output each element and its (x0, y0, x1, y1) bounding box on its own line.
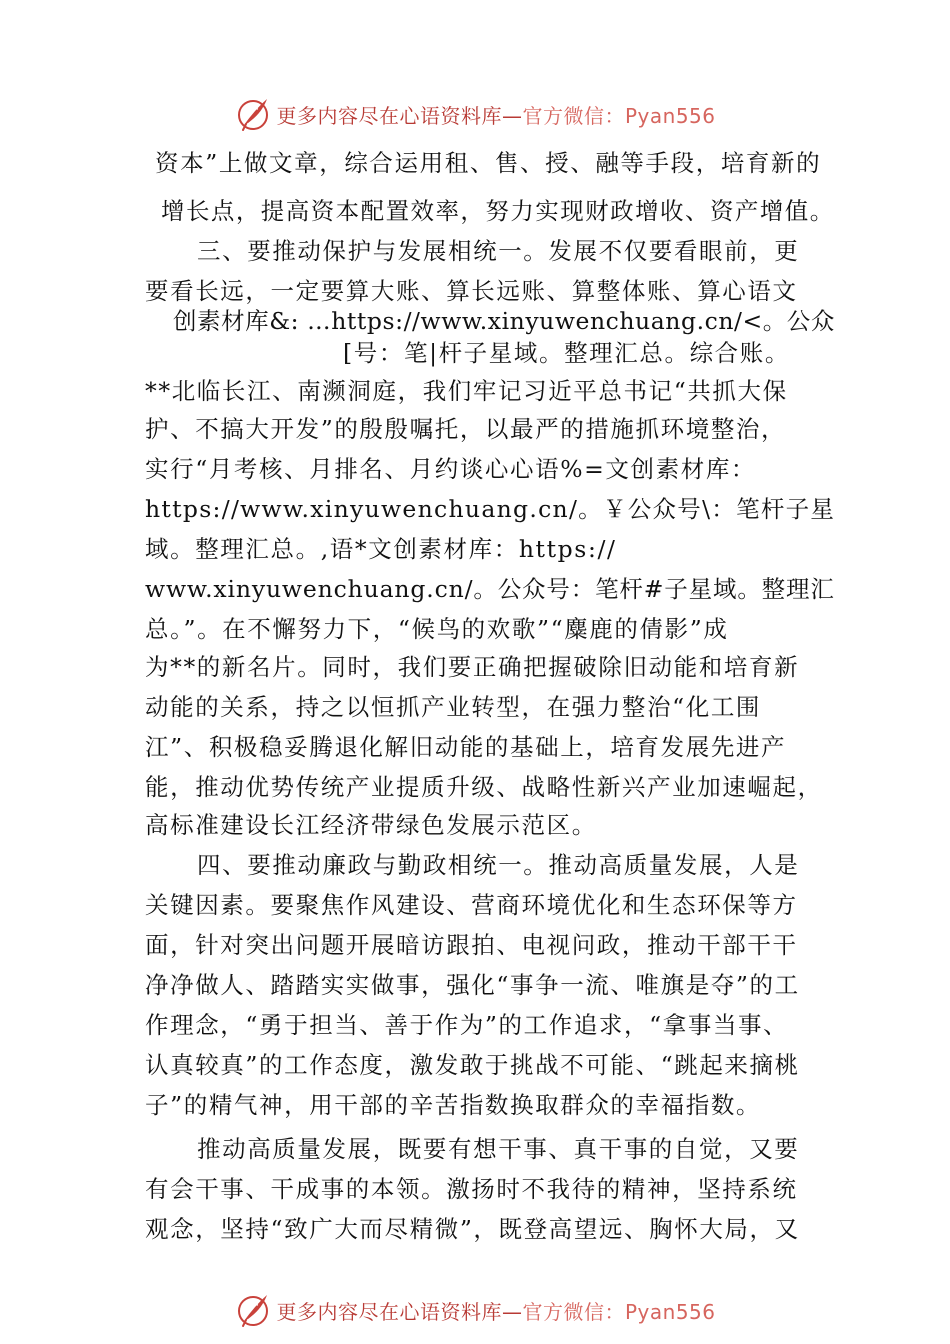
text-line: 高标准建设长江经济带绿色发展示范区。 (145, 811, 597, 839)
text-line: 动能的关系，持之以恒抓产业转型，在强力整治“化工围 (145, 693, 762, 721)
quill-logo-icon (234, 1291, 272, 1329)
wechat-id: Pyan556 (624, 1299, 716, 1324)
footer-text (276, 1296, 715, 1325)
text-line: 净净做人、踏踏实实做事，强化“事争一流、唯旗是夺”的工 (145, 971, 800, 999)
text-line: 三、要推动保护与发展相统一。发展不仅要看眼前，更 (197, 237, 800, 265)
text-line: 资本”上做文章，综合运用租、售、授、融等手段，培育新的 (155, 149, 822, 177)
footer-banner (0, 1290, 950, 1330)
header-text (276, 100, 715, 129)
text-line: 实行“月考核、月排名、月约谈心心语%=文创素材库： (145, 455, 757, 483)
wechat-label: 官方微信： (522, 103, 625, 128)
text-line: 江”、积极稳妥腾退化解旧动能的基础上，培育发展先进产 (145, 733, 787, 761)
text-line: [号：笔|杆子星域。整理汇总。综合账。 (343, 339, 790, 367)
text-line: 能，推动优势传统产业提质升级、战略性新兴产业加速崛起， (145, 773, 823, 801)
text-line: 观念，坚持“致广大而尽精微”，既登高望远、胸怀大局，又 (145, 1215, 800, 1243)
separator: — (501, 103, 523, 128)
text-line: **北临长江、南濒洞庭，我们牢记习近平总书记“共抓大保 (145, 377, 788, 405)
wechat-id: Pyan556 (624, 103, 716, 128)
text-line: 四、要推动廉政与勤政相统一。推动高质量发展，人是 (197, 851, 800, 879)
text-line: 认真较真”的工作态度，激发敢于挑战不可能、“跳起来摘桃 (145, 1051, 800, 1079)
quill-logo-icon (234, 95, 272, 133)
text-line: 关键因素。要聚焦作风建设、营商环境优化和生态环保等方 (145, 891, 798, 919)
text-line: 面，针对突出问题开展暗访跟拍、电视问政，推动干部干干 (145, 931, 798, 959)
header-banner (0, 94, 950, 134)
text-line: 要看长远，一定要算大账、算长远账、算整体账、算心语文 (145, 277, 798, 305)
text-line: 增长点，提高资本配置效率，努力实现财政增收、资产增值。 (161, 197, 835, 225)
text-line: 创素材库&: …https://www.xinyuwenchuang.cn/<。公众 (173, 307, 835, 335)
text-line: 有会干事、干成事的本领。激扬时不我待的精神，坚持系统 (145, 1175, 798, 1203)
text-line: 推动高质量发展，既要有想干事、真干事的自觉，又要 (197, 1135, 800, 1163)
text-line: 为**的新名片。同时，我们要正确把握破除旧动能和培育新 (145, 653, 800, 681)
site-name: 更多内容尽在心语资料库 (276, 1299, 502, 1324)
text-line: www.xinyuwenchuang.cn/。公众号：笔杆#子星域。整理汇 (145, 575, 835, 603)
wechat-label: 官方微信： (522, 1299, 625, 1324)
separator: — (501, 1299, 523, 1324)
site-name: 更多内容尽在心语资料库 (276, 103, 502, 128)
text-line: 域。整理汇总。,语*文创素材库：https:// (145, 535, 617, 563)
text-line: 作理念，“勇于担当、善于作为”的工作追求，“拿事当事、 (145, 1011, 789, 1039)
text-line: 总。”。在不懈努力下，“候鸟的欢歌”“麋鹿的倩影”成 (145, 615, 729, 643)
text-line: 护、不搞大开发”的殷殷嘱托，以最严的措施抓环境整治， (145, 415, 787, 443)
text-line: https://www.xinyuwenchuang.cn/。￥公众号\：笔杆子星 (145, 495, 836, 523)
text-line: 子”的精气神，用干部的辛苦指数换取群众的幸福指数。 (145, 1091, 762, 1119)
